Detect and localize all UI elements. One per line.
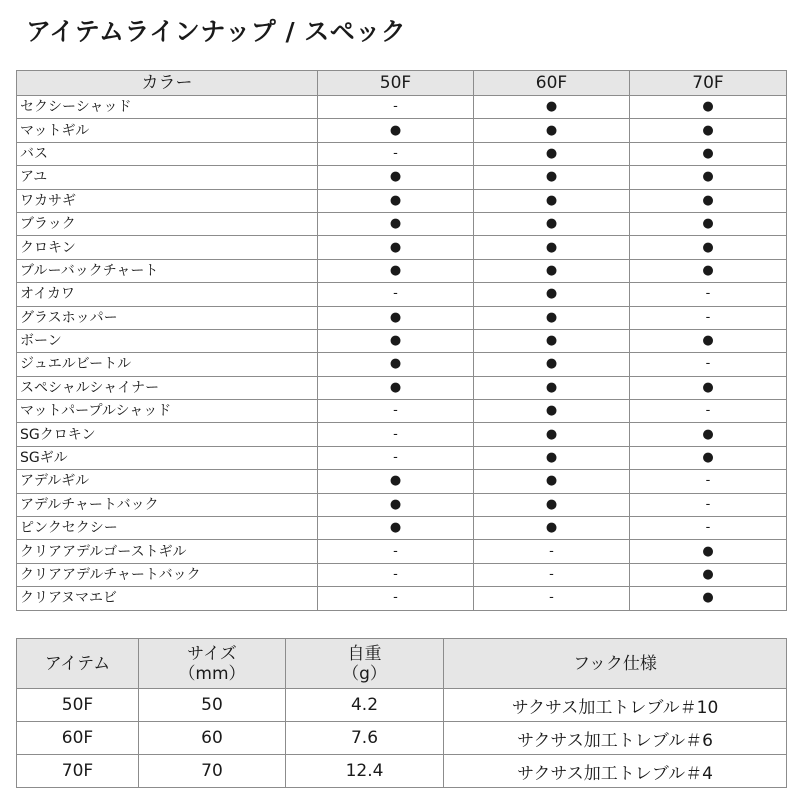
availability-mark: ● [474,376,630,399]
availability-mark: ● [474,329,630,352]
spec-weight: 7.6 [286,722,444,755]
spec-hook: サクサス加工トレブル＃6 [444,722,787,755]
color-name: クリアアデルチャートバック [17,563,318,586]
table-row [17,96,787,119]
spec-size: 60 [139,722,286,755]
availability-mark: ● [630,189,787,212]
color-name: アデルギル [17,470,318,493]
availability-mark: ● [630,142,787,165]
color-lineup-table [16,70,787,611]
availability-mark: ● [474,189,630,212]
availability-mark: ● [318,470,474,493]
color-name: クリアヌマエビ [17,587,318,610]
availability-mark: ● [630,259,787,282]
spec-weight: 12.4 [286,755,444,788]
availability-mark: - [318,142,474,165]
availability-mark: ● [474,470,630,493]
availability-mark: - [474,540,630,563]
availability-mark: - [318,400,474,423]
spec-table-header-row [17,639,787,689]
table-row [17,166,787,189]
table-row [17,400,787,423]
availability-mark: - [318,563,474,586]
availability-mark: ● [474,96,630,119]
availability-mark: ● [318,376,474,399]
availability-mark: ● [630,540,787,563]
availability-mark: ● [630,446,787,469]
availability-mark: ● [474,142,630,165]
color-table-header-row [17,71,787,96]
availability-mark: ● [474,400,630,423]
header-70f: 70F [630,71,787,96]
header-size: サイズ （mm） [139,639,286,689]
color-name: クリアアデルゴーストギル [17,540,318,563]
spec-weight: 4.2 [286,689,444,722]
availability-mark: ● [474,166,630,189]
table-row [17,722,787,755]
table-row [17,587,787,610]
availability-mark: ● [474,353,630,376]
color-name: ブルーバックチャート [17,259,318,282]
availability-mark: ● [318,212,474,235]
table-row [17,689,787,722]
spec-item: 50F [17,689,139,722]
table-row [17,189,787,212]
availability-mark: ● [630,119,787,142]
availability-mark: ● [318,236,474,259]
availability-mark: - [318,540,474,563]
color-name: オイカワ [17,283,318,306]
color-name: アデルチャートバック [17,493,318,516]
availability-mark: ● [474,259,630,282]
table-row [17,755,787,788]
color-name: マットギル [17,119,318,142]
header-hook: フック仕様 [444,639,787,689]
availability-mark: - [630,283,787,306]
availability-mark: ● [318,493,474,516]
table-row [17,142,787,165]
color-name: ジュエルビートル [17,353,318,376]
availability-mark: ● [630,587,787,610]
color-name: ピンクセクシー [17,517,318,540]
availability-mark: - [630,493,787,516]
color-name: ボーン [17,329,318,352]
spec-hook: サクサス加工トレブル＃10 [444,689,787,722]
availability-mark: - [318,96,474,119]
availability-mark: - [318,446,474,469]
availability-mark: ● [630,166,787,189]
table-row [17,236,787,259]
color-name: SGギル [17,446,318,469]
table-row [17,446,787,469]
availability-mark: ● [318,259,474,282]
table-row [17,470,787,493]
table-row [17,329,787,352]
color-name: セクシーシャッド [17,96,318,119]
header-weight: 自重 （g） [286,639,444,689]
spec-item: 70F [17,755,139,788]
availability-mark: - [630,470,787,493]
availability-mark: - [474,587,630,610]
header-50f: 50F [318,71,474,96]
availability-mark: ● [318,353,474,376]
header-60f: 60F [474,71,630,96]
color-name: クロキン [17,236,318,259]
color-name: グラスホッパー [17,306,318,329]
spec-size: 70 [139,755,286,788]
availability-mark: ● [318,189,474,212]
availability-mark: ● [630,376,787,399]
availability-mark: ● [318,517,474,540]
table-row [17,259,787,282]
table-row [17,517,787,540]
table-row [17,540,787,563]
spec-table [16,638,787,788]
color-name: マットパープルシャッド [17,400,318,423]
availability-mark: ● [630,563,787,586]
table-row [17,563,787,586]
color-name: スペシャルシャイナー [17,376,318,399]
table-row [17,376,787,399]
color-name: ブラック [17,212,318,235]
color-name: ワカサギ [17,189,318,212]
table-row [17,353,787,376]
availability-mark: ● [474,493,630,516]
availability-mark: - [318,423,474,446]
page-title: アイテムラインナップ / スペック [26,17,407,46]
availability-mark: - [474,563,630,586]
availability-mark: ● [474,212,630,235]
table-row [17,306,787,329]
availability-mark: ● [630,423,787,446]
availability-mark: ● [474,119,630,142]
availability-mark: ● [474,446,630,469]
color-name: SGクロキン [17,423,318,446]
availability-mark: ● [630,212,787,235]
table-row [17,423,787,446]
availability-mark: ● [474,236,630,259]
header-item: アイテム [17,639,139,689]
availability-mark: ● [318,306,474,329]
color-name: アユ [17,166,318,189]
availability-mark: ● [474,306,630,329]
availability-mark: - [630,400,787,423]
spec-hook: サクサス加工トレブル＃4 [444,755,787,788]
table-row [17,493,787,516]
table-row [17,283,787,306]
availability-mark: ● [630,236,787,259]
availability-mark: ● [630,96,787,119]
availability-mark: ● [630,329,787,352]
spec-size: 50 [139,689,286,722]
color-name: バス [17,142,318,165]
availability-mark: - [318,283,474,306]
availability-mark: ● [318,119,474,142]
availability-mark: - [630,353,787,376]
availability-mark: - [630,517,787,540]
availability-mark: ● [318,329,474,352]
availability-mark: - [318,587,474,610]
header-color: カラー [17,71,318,96]
availability-mark: ● [474,283,630,306]
table-row [17,119,787,142]
table-row [17,212,787,235]
availability-mark: ● [474,517,630,540]
availability-mark: ● [474,423,630,446]
availability-mark: - [630,306,787,329]
availability-mark: ● [318,166,474,189]
spec-item: 60F [17,722,139,755]
